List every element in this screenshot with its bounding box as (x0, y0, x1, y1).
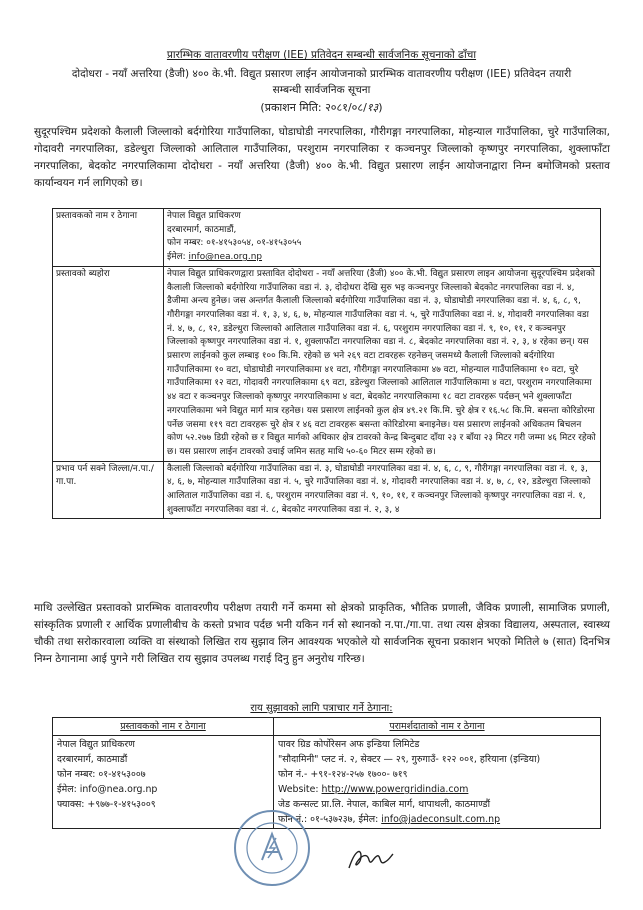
consultant-name: पावर ग्रिड कोर्पोरेसन अफ इन्डिया लिमिटेड (278, 739, 420, 750)
intro-paragraph: सुदूरपश्चिम प्रदेशको कैलाली जिल्लाको बर्दगोरिया गाउँपालिका, घोडाघोडी नगरपालिका, गौरीगङ्गा नगरपालिका, मोहन्याल गाउँपालिका, चुरे गाउँपालिका, गोदावरी नगरपालिका, डडेल्धुरा जिल्लाको आलिताल गाउँपालिका, परशुराम नगरपालिका र कञ्चनपुर जिल्लाको कृष्णपुर नगरपालिका, शुक्लाफाँटा नगरपालिका, बेदकोट नगरपालिकामा दोदोधरा - नयाँ अत्तरिया (डैजी) ४०० के.भी. विद्युत प्रसारण लाईन आयोजनाद्वारा निम्न बमोजिमको प्रस्ताव कार्यान्वयन गर्न लागिएको छ। (34, 126, 610, 189)
contact-proposer-name: नेपाल विद्युत प्राधिकरण (57, 739, 135, 750)
proposer-column-header: प्रस्तावकको नाम र ठेगाना (53, 718, 274, 736)
closing-paragraph: माथि उल्लेखित प्रस्तावको प्रारम्भिक वातावरणीय परीक्षण तयारी गर्ने कममा सो क्षेत्रको प्राकृतिक, भौतिक प्रणाली, जैविक प्रणाली, सामाजिक प्रणाली, सांस्कृतिक प्रणाली र आर्थिक प्रणालीबीच के कस्तो प्रभाव पर्दछ भनी यकिन गर्न सो स्थानको न.पा./गा.पा. तथा त्यस क्षेत्रका विद्यालय, अस्पताल, स्वास्थ्य चौकी तथा सरोकारवाला व्यक्ति वा संस्थाको लिखित राय सुझाव लिन आवश्यक भएकोले यो सार्वजनिक सूचना प्रकाशन भएको मितिले ७ (सात) दिनभित्र निम्न ठेगानामा आई पुगने गरी लिखित राय सुझाव उपलब्ध गराई दिनु हुन अनुरोध गरिन्छ। (34, 602, 610, 665)
jade-consult-address: जेड कन्सल्ट प्रा.लि. नेपाल, काबिल मार्ग, थापाथली, काठमाण्डौं (278, 799, 490, 810)
description-label: प्रस्तावको ब्यहोरा (53, 266, 164, 461)
contact-proposer-email[interactable]: info@nea.org.np (79, 784, 158, 795)
jade-consult-phone: फोन नं.: ०१-५३७२३७, ईमेल: (278, 814, 379, 825)
contact-proposer-email-label: ईमेल: (57, 784, 77, 795)
table-row (53, 266, 601, 461)
consultant-phone: फोन नं.- +९१-१२४-२५७ १७००- ७१९ (278, 769, 408, 780)
proposer-email-label: ईमेल: (167, 252, 186, 263)
proposal-table (52, 208, 601, 519)
handwritten-signature (345, 842, 395, 876)
proposer-phone: फोन नम्बर: ०१-४१५३०५४, ०१-४१५३०५५ (167, 238, 302, 249)
table-row (53, 209, 601, 267)
consultant-website-line (278, 782, 596, 797)
contact-proposer-address: दरबारमार्ग, काठमाडौं (57, 754, 128, 765)
proposer-email-line (167, 251, 597, 265)
affected-label: प्रभाव पर्न सक्ने जिल्ला/न.पा./गा.पा. (53, 461, 164, 519)
contact-table (52, 717, 601, 829)
notice-title: प्रारम्भिक वातावरणीय परीक्षण (IEE) प्रतिवेदन सम्बन्धी सार्वजनिक सूचनाको ढाँचा (166, 49, 477, 61)
publish-date-suffix: ) (378, 101, 383, 114)
subtitle-line-2: सम्बन्धी सार्वजनिक सूचना (272, 84, 371, 96)
notice-subtitle (40, 66, 603, 98)
contact-proposer-fax: फ्याक्स: +९७७-१-४१५३००९ (57, 799, 156, 810)
proposer-name: नेपाल विद्युत प्राधिकरण (167, 211, 241, 221)
signature-stroke (349, 852, 393, 868)
publish-date (40, 100, 603, 116)
proposer-cell (164, 209, 601, 267)
contact-proposer-phone: फोन नम्बर: ०१-४१५३००७ (57, 769, 146, 780)
affected-text: कैलाली जिल्लाको बर्दगोरिया गाउँपालिका वडा नं. ३, घोडाघोडी नगरपालिका वडा नं. ४, ६, ८, ९, गौरीगङ्गा नगरपालिका वडा नं. १, ३, ४, ६, ७, मोहन्याल गाउँपालिका वडा नं. ५, चुरे गाउँपालिका वडा नं. ४, गोदावरी नगरपालिका वडा नं. ४, ७, ८, १२, डडेल्धुरा जिल्लाको आलिताल गाउँपालिका वडा नं. ६, परशुराम नगरपालिका वडा नं. ९, १०, ११, र कञ्चनपुर जिल्लाको कृष्णपुर नगरपालिका वडा नं. १, शुक्लाफाँटा नगरपालिका वडा नं. ८, बेदकोट नगरपालिका वडा नं. २, ३, ४ (164, 461, 601, 519)
consultant-website-link[interactable]: http://www.powergridindia.com (321, 784, 469, 795)
description-text: नेपाल विद्युत प्राधिकरणद्वारा प्रस्तावित दोदोधरा - नयाँ अत्तरिया (डैजी) ४०० के.भी. विद्युत प्रसारण लाइन आयोजना सुदूरपश्चिम प्रदेशको कैलाली जिल्लाको बर्दगोरिया गाउँपालिका वडा नं. ३, दोदोधरा देखि सुरु भइ कञ्चनपुर जिल्लाको बेदकोट नगरपालिका वडा नं. ४, डैजीमा अन्त्य हुनेछ। जस अन्तर्गत कैलाली जिल्लाको बर्दगोरिया गाउँपालिका वडा नं. ३, घोडाघोडी नगरपालिका वडा नं. ४, ६, ८, ९, गौरीगङ्गा नगरपालिका वडा नं. १, ३, ४, ६, ७, मोहन्याल गाउँपालिका वडा नं. ५, चुरे गाउँपालिका वडा नं. ४, गोदावरी नगरपालिका वडा नं. ४, ७, ८, १२, डडेल्धुरा जिल्लाको आलिताल गाउँपालिका वडा नं. ६, परशुराम नगरपालिका वडा नं. ९, १०, ११, र कञ्चनपुर जिल्लाको कृष्णपुर नगरपालिका वडा नं. १, शुक्लाफाँटा नगरपालिका वडा नं. ८, बेदकोट नगरपालिका वडा नं. २, ३, ४ रहेका छन्। यस प्रसारण लाईनको कुल लम्बाइ १०० कि.मि. रहेको छ भने २६९ वटा टावरहरू रहनेछन् जसमध्ये कैलाली जिल्लाको बर्दगोरिया गाउँपालिकामा १० वटा, घोडाघोडी नगरपालिकामा ४१ वटा, गौरीगङ्गा नगरपालिकामा ४७ वटा, मोहन्याल गाउँपालिकामा १० वटा, चुरे गाउँपालिकामा १२ वटा, गोदावरी नगरपालिकामा ६९ वटा, डडेल्धुरा जिल्लाको आलिताल गाउँपालिकामा ४ वटा, परशुराम नगरपालिकामा ४४ वटा र कञ्चनपुर जिल्लाको कृष्णपुर नगरपालिकामा ४ वटा, बेदकोट नगरपालिकामा १८ वटा टावरहरू पर्दछन् भने शुक्लाफाँटा नगरपालिकामा भने विद्युत मार्ग मात्र रहनेछ। यस प्रसारण लाईनको कुल क्षेत्र ४९.२१ कि.मि. चुरे क्षेत्र र १६.५८ कि.मि. बसन्ता कोरिडोरमा पर्नेछ जसमा ११९ वटा टावरहरू चुरे क्षेत्र र ४६ वटा टावरहरू बसन्ता कोरिडोरमा बनाइनेछ। यस प्रसारण लाईनको अधिकतम बिचलन कोण ५२.२७७ डिग्री रहेको छ र विद्युत मार्गको अधिकार क्षेत्र टावरको केन्द्र बिन्दुबाट दाँया २३ र बाँया २३ मिटर गरी जम्मा ४६ मिटर रहेको छ। यस प्रसारण लाईन टावरको उचाई जमिन सतह माथि ५०-६० मिटर सम्म रहेको छ। (164, 266, 601, 461)
consultant-address: "सौदामिनी" प्लट नं. २, सेक्टर — २९, गुरुगाउँ- १२२ ००१, हरियाना (इन्डिया) (278, 754, 541, 765)
publish-date-handwritten-day: १३ (366, 101, 379, 114)
subtitle-line-1: दोदोधरा - नयाँ अत्तरिया (डैजी) ४०० के.भी. विद्युत प्रसारण लाईन आयोजनाको प्रारम्भिक वातावरणीय परीक्षण (IEE) प्रतिवेदन तयारी (71, 68, 572, 80)
consultant-website-label: Website: (278, 784, 319, 795)
contact-proposer-email-line (57, 782, 269, 797)
proposer-address: दरबारमार्ग, काठमाडौं, (167, 224, 237, 235)
jade-consult-email-link[interactable]: info@jadeconsult.com.np (381, 814, 501, 825)
table-row (53, 736, 601, 829)
consultant-column-header: परामर्शदाताको नाम र ठेगाना (274, 718, 601, 736)
proposer-email-link[interactable]: info@nea.org.np (188, 252, 263, 263)
table-row (53, 461, 601, 519)
proposer-label: प्रस्तावकको नाम र ठेगाना (53, 209, 164, 267)
seal-emblem (262, 834, 282, 860)
table-row (53, 718, 601, 736)
publish-date-prefix: (प्रकाशन मिति: २०८१/०८/ (260, 101, 367, 114)
consultant-contact-cell (274, 736, 601, 829)
jade-consult-contact-line (278, 812, 596, 827)
nea-seal-stamp (232, 808, 312, 888)
contact-caption: राय सुझावको लागि पत्राचार गर्ने ठेगाना: (250, 703, 393, 714)
